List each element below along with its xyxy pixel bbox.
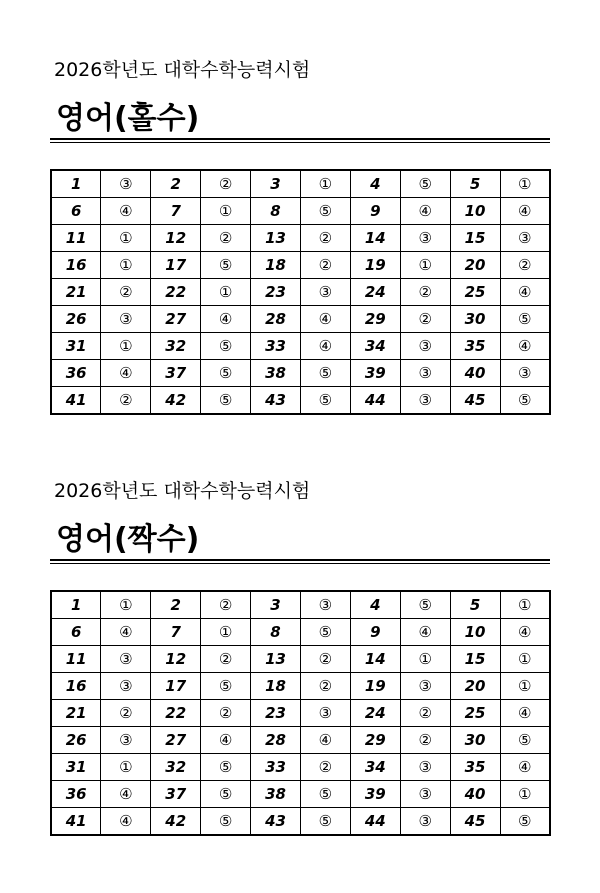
question-number: 41 <box>51 808 101 836</box>
answer-choice: ③ <box>400 387 450 415</box>
question-number: 29 <box>350 306 400 333</box>
question-number: 19 <box>350 252 400 279</box>
question-number: 10 <box>450 198 500 225</box>
answer-choice: ⑤ <box>201 781 251 808</box>
exam-subtitle: 2026학년도 대학수학능력시험 <box>54 480 311 502</box>
answer-table <box>50 169 551 415</box>
question-number: 8 <box>251 198 301 225</box>
question-number: 27 <box>151 306 201 333</box>
answer-choice: ⑤ <box>300 387 350 415</box>
answer-row <box>51 646 550 673</box>
question-number: 40 <box>450 360 500 387</box>
question-number: 19 <box>350 673 400 700</box>
answer-choice: ② <box>500 252 550 279</box>
question-number: 6 <box>51 619 101 646</box>
question-number: 45 <box>450 387 500 415</box>
answer-choice: ③ <box>101 727 151 754</box>
answer-choice: ⑤ <box>300 360 350 387</box>
answer-choice: ③ <box>500 225 550 252</box>
question-number: 22 <box>151 700 201 727</box>
question-number: 4 <box>350 170 400 198</box>
question-number: 30 <box>450 727 500 754</box>
question-number: 28 <box>251 727 301 754</box>
question-number: 39 <box>350 781 400 808</box>
question-number: 42 <box>151 387 201 415</box>
answer-choice: ① <box>400 252 450 279</box>
question-number: 33 <box>251 333 301 360</box>
answer-row <box>51 619 550 646</box>
question-number: 5 <box>450 591 500 619</box>
question-number: 43 <box>251 808 301 836</box>
answer-choice: ④ <box>101 781 151 808</box>
answer-choice: ③ <box>400 225 450 252</box>
answer-choice: ⑤ <box>201 252 251 279</box>
question-number: 16 <box>51 252 101 279</box>
answer-choice: ② <box>201 225 251 252</box>
answer-choice: ② <box>201 170 251 198</box>
answer-choice: ⑤ <box>500 808 550 836</box>
question-number: 26 <box>51 727 101 754</box>
question-number: 3 <box>251 170 301 198</box>
question-number: 27 <box>151 727 201 754</box>
answer-choice: ④ <box>400 198 450 225</box>
answer-choice: ① <box>201 198 251 225</box>
answer-choice: ① <box>101 225 151 252</box>
answer-row <box>51 170 550 198</box>
answer-choice: ⑤ <box>500 387 550 415</box>
question-number: 31 <box>51 754 101 781</box>
answer-choice: ④ <box>201 727 251 754</box>
answer-row <box>51 198 550 225</box>
question-number: 7 <box>151 198 201 225</box>
question-number: 24 <box>350 700 400 727</box>
question-number: 1 <box>51 170 101 198</box>
question-number: 38 <box>251 781 301 808</box>
question-number: 45 <box>450 808 500 836</box>
question-number: 14 <box>350 225 400 252</box>
question-number: 37 <box>151 781 201 808</box>
answer-choice: ⑤ <box>201 673 251 700</box>
question-number: 36 <box>51 781 101 808</box>
answer-choice: ⑤ <box>500 306 550 333</box>
question-number: 5 <box>450 170 500 198</box>
answer-row <box>51 781 550 808</box>
question-number: 4 <box>350 591 400 619</box>
answer-choice: ④ <box>500 279 550 306</box>
answer-choice: ② <box>101 387 151 415</box>
answer-choice: ② <box>400 279 450 306</box>
answer-row <box>51 333 550 360</box>
question-number: 12 <box>151 225 201 252</box>
question-number: 2 <box>151 170 201 198</box>
answer-choice: ② <box>101 700 151 727</box>
question-number: 32 <box>151 333 201 360</box>
answer-choice: ⑤ <box>300 781 350 808</box>
answer-choice: ③ <box>300 700 350 727</box>
answer-choice: ① <box>400 646 450 673</box>
answer-choice: ⑤ <box>300 808 350 836</box>
question-number: 10 <box>450 619 500 646</box>
answer-choice: ⑤ <box>201 754 251 781</box>
question-number: 6 <box>51 198 101 225</box>
question-number: 35 <box>450 754 500 781</box>
question-number: 34 <box>350 754 400 781</box>
answer-table <box>50 590 551 836</box>
answer-choice: ③ <box>300 279 350 306</box>
question-number: 11 <box>51 646 101 673</box>
answer-choice: ① <box>500 673 550 700</box>
answer-choice: ② <box>300 646 350 673</box>
question-number: 20 <box>450 673 500 700</box>
answer-choice: ④ <box>300 306 350 333</box>
answer-choice: ① <box>101 591 151 619</box>
answer-choice: ④ <box>101 808 151 836</box>
answer-choice: ④ <box>101 619 151 646</box>
question-number: 15 <box>450 646 500 673</box>
answer-choice: ③ <box>101 306 151 333</box>
question-number: 21 <box>51 279 101 306</box>
answer-choice: ④ <box>101 198 151 225</box>
question-number: 21 <box>51 700 101 727</box>
answer-choice: ④ <box>201 306 251 333</box>
answer-row <box>51 808 550 836</box>
answer-choice: ④ <box>101 360 151 387</box>
question-number: 18 <box>251 673 301 700</box>
question-number: 15 <box>450 225 500 252</box>
question-number: 25 <box>450 279 500 306</box>
answer-choice: ① <box>101 754 151 781</box>
answer-choice: ⑤ <box>300 619 350 646</box>
answer-choice: ① <box>500 591 550 619</box>
question-number: 17 <box>151 673 201 700</box>
answer-choice: ② <box>400 727 450 754</box>
question-number: 30 <box>450 306 500 333</box>
question-number: 33 <box>251 754 301 781</box>
answer-row <box>51 387 550 415</box>
answer-choice: ② <box>300 673 350 700</box>
answer-choice: ④ <box>500 619 550 646</box>
question-number: 13 <box>251 225 301 252</box>
answer-choice: ⑤ <box>400 170 450 198</box>
answer-row <box>51 700 550 727</box>
answer-row <box>51 754 550 781</box>
answer-choice: ③ <box>500 360 550 387</box>
question-number: 42 <box>151 808 201 836</box>
question-number: 3 <box>251 591 301 619</box>
answer-choice: ② <box>201 646 251 673</box>
answer-choice: ③ <box>400 333 450 360</box>
answer-row <box>51 279 550 306</box>
exam-title: 영어(짝수) <box>56 522 200 557</box>
answer-choice: ② <box>400 700 450 727</box>
answer-choice: ③ <box>101 170 151 198</box>
question-number: 26 <box>51 306 101 333</box>
answer-choice: ④ <box>300 727 350 754</box>
question-number: 16 <box>51 673 101 700</box>
question-number: 12 <box>151 646 201 673</box>
question-number: 34 <box>350 333 400 360</box>
answer-row <box>51 252 550 279</box>
answer-choice: ⑤ <box>400 591 450 619</box>
answer-choice: ① <box>201 619 251 646</box>
question-number: 35 <box>450 333 500 360</box>
question-number: 22 <box>151 279 201 306</box>
question-number: 2 <box>151 591 201 619</box>
answer-choice: ② <box>201 700 251 727</box>
answer-choice: ⑤ <box>300 198 350 225</box>
question-number: 23 <box>251 279 301 306</box>
answer-choice: ③ <box>400 360 450 387</box>
answer-choice: ② <box>400 306 450 333</box>
answer-choice: ① <box>500 781 550 808</box>
answer-choice: ① <box>500 170 550 198</box>
question-number: 24 <box>350 279 400 306</box>
question-number: 36 <box>51 360 101 387</box>
exam-title: 영어(홀수) <box>56 101 200 136</box>
question-number: 8 <box>251 619 301 646</box>
question-number: 1 <box>51 591 101 619</box>
question-number: 28 <box>251 306 301 333</box>
answer-choice: ① <box>500 646 550 673</box>
answer-choice: ③ <box>400 808 450 836</box>
answer-choice: ⑤ <box>201 333 251 360</box>
question-number: 18 <box>251 252 301 279</box>
answer-choice: ④ <box>500 700 550 727</box>
question-number: 44 <box>350 387 400 415</box>
question-number: 41 <box>51 387 101 415</box>
answer-choice: ④ <box>500 333 550 360</box>
answer-choice: ② <box>300 252 350 279</box>
answer-choice: ② <box>300 754 350 781</box>
answer-choice: ④ <box>500 198 550 225</box>
answer-choice: ④ <box>300 333 350 360</box>
answer-choice: ④ <box>500 754 550 781</box>
question-number: 11 <box>51 225 101 252</box>
question-number: 29 <box>350 727 400 754</box>
answer-choice: ① <box>300 170 350 198</box>
question-number: 38 <box>251 360 301 387</box>
answer-choice: ③ <box>400 754 450 781</box>
exam-subtitle: 2026학년도 대학수학능력시험 <box>54 59 311 81</box>
question-number: 23 <box>251 700 301 727</box>
question-number: 39 <box>350 360 400 387</box>
answer-row <box>51 673 550 700</box>
answer-choice: ⑤ <box>500 727 550 754</box>
answer-choice: ⑤ <box>201 387 251 415</box>
question-number: 32 <box>151 754 201 781</box>
question-number: 17 <box>151 252 201 279</box>
question-number: 37 <box>151 360 201 387</box>
question-number: 14 <box>350 646 400 673</box>
question-number: 7 <box>151 619 201 646</box>
answer-row <box>51 225 550 252</box>
question-number: 31 <box>51 333 101 360</box>
question-number: 9 <box>350 619 400 646</box>
answer-choice: ① <box>101 252 151 279</box>
question-number: 43 <box>251 387 301 415</box>
question-number: 40 <box>450 781 500 808</box>
answer-choice: ④ <box>400 619 450 646</box>
question-number: 20 <box>450 252 500 279</box>
answer-choice: ③ <box>400 673 450 700</box>
title-divider <box>50 138 550 143</box>
answer-row <box>51 591 550 619</box>
answer-choice: ⑤ <box>201 360 251 387</box>
answer-choice: ② <box>101 279 151 306</box>
answer-choice: ③ <box>101 673 151 700</box>
answer-choice: ② <box>201 591 251 619</box>
answer-choice: ③ <box>400 781 450 808</box>
answer-choice: ① <box>101 333 151 360</box>
title-divider <box>50 559 550 564</box>
question-number: 9 <box>350 198 400 225</box>
answer-choice: ① <box>201 279 251 306</box>
question-number: 13 <box>251 646 301 673</box>
question-number: 25 <box>450 700 500 727</box>
answer-choice: ② <box>300 225 350 252</box>
answer-row <box>51 360 550 387</box>
answer-row <box>51 727 550 754</box>
answer-choice: ③ <box>300 591 350 619</box>
answer-choice: ③ <box>101 646 151 673</box>
question-number: 44 <box>350 808 400 836</box>
answer-choice: ⑤ <box>201 808 251 836</box>
answer-row <box>51 306 550 333</box>
